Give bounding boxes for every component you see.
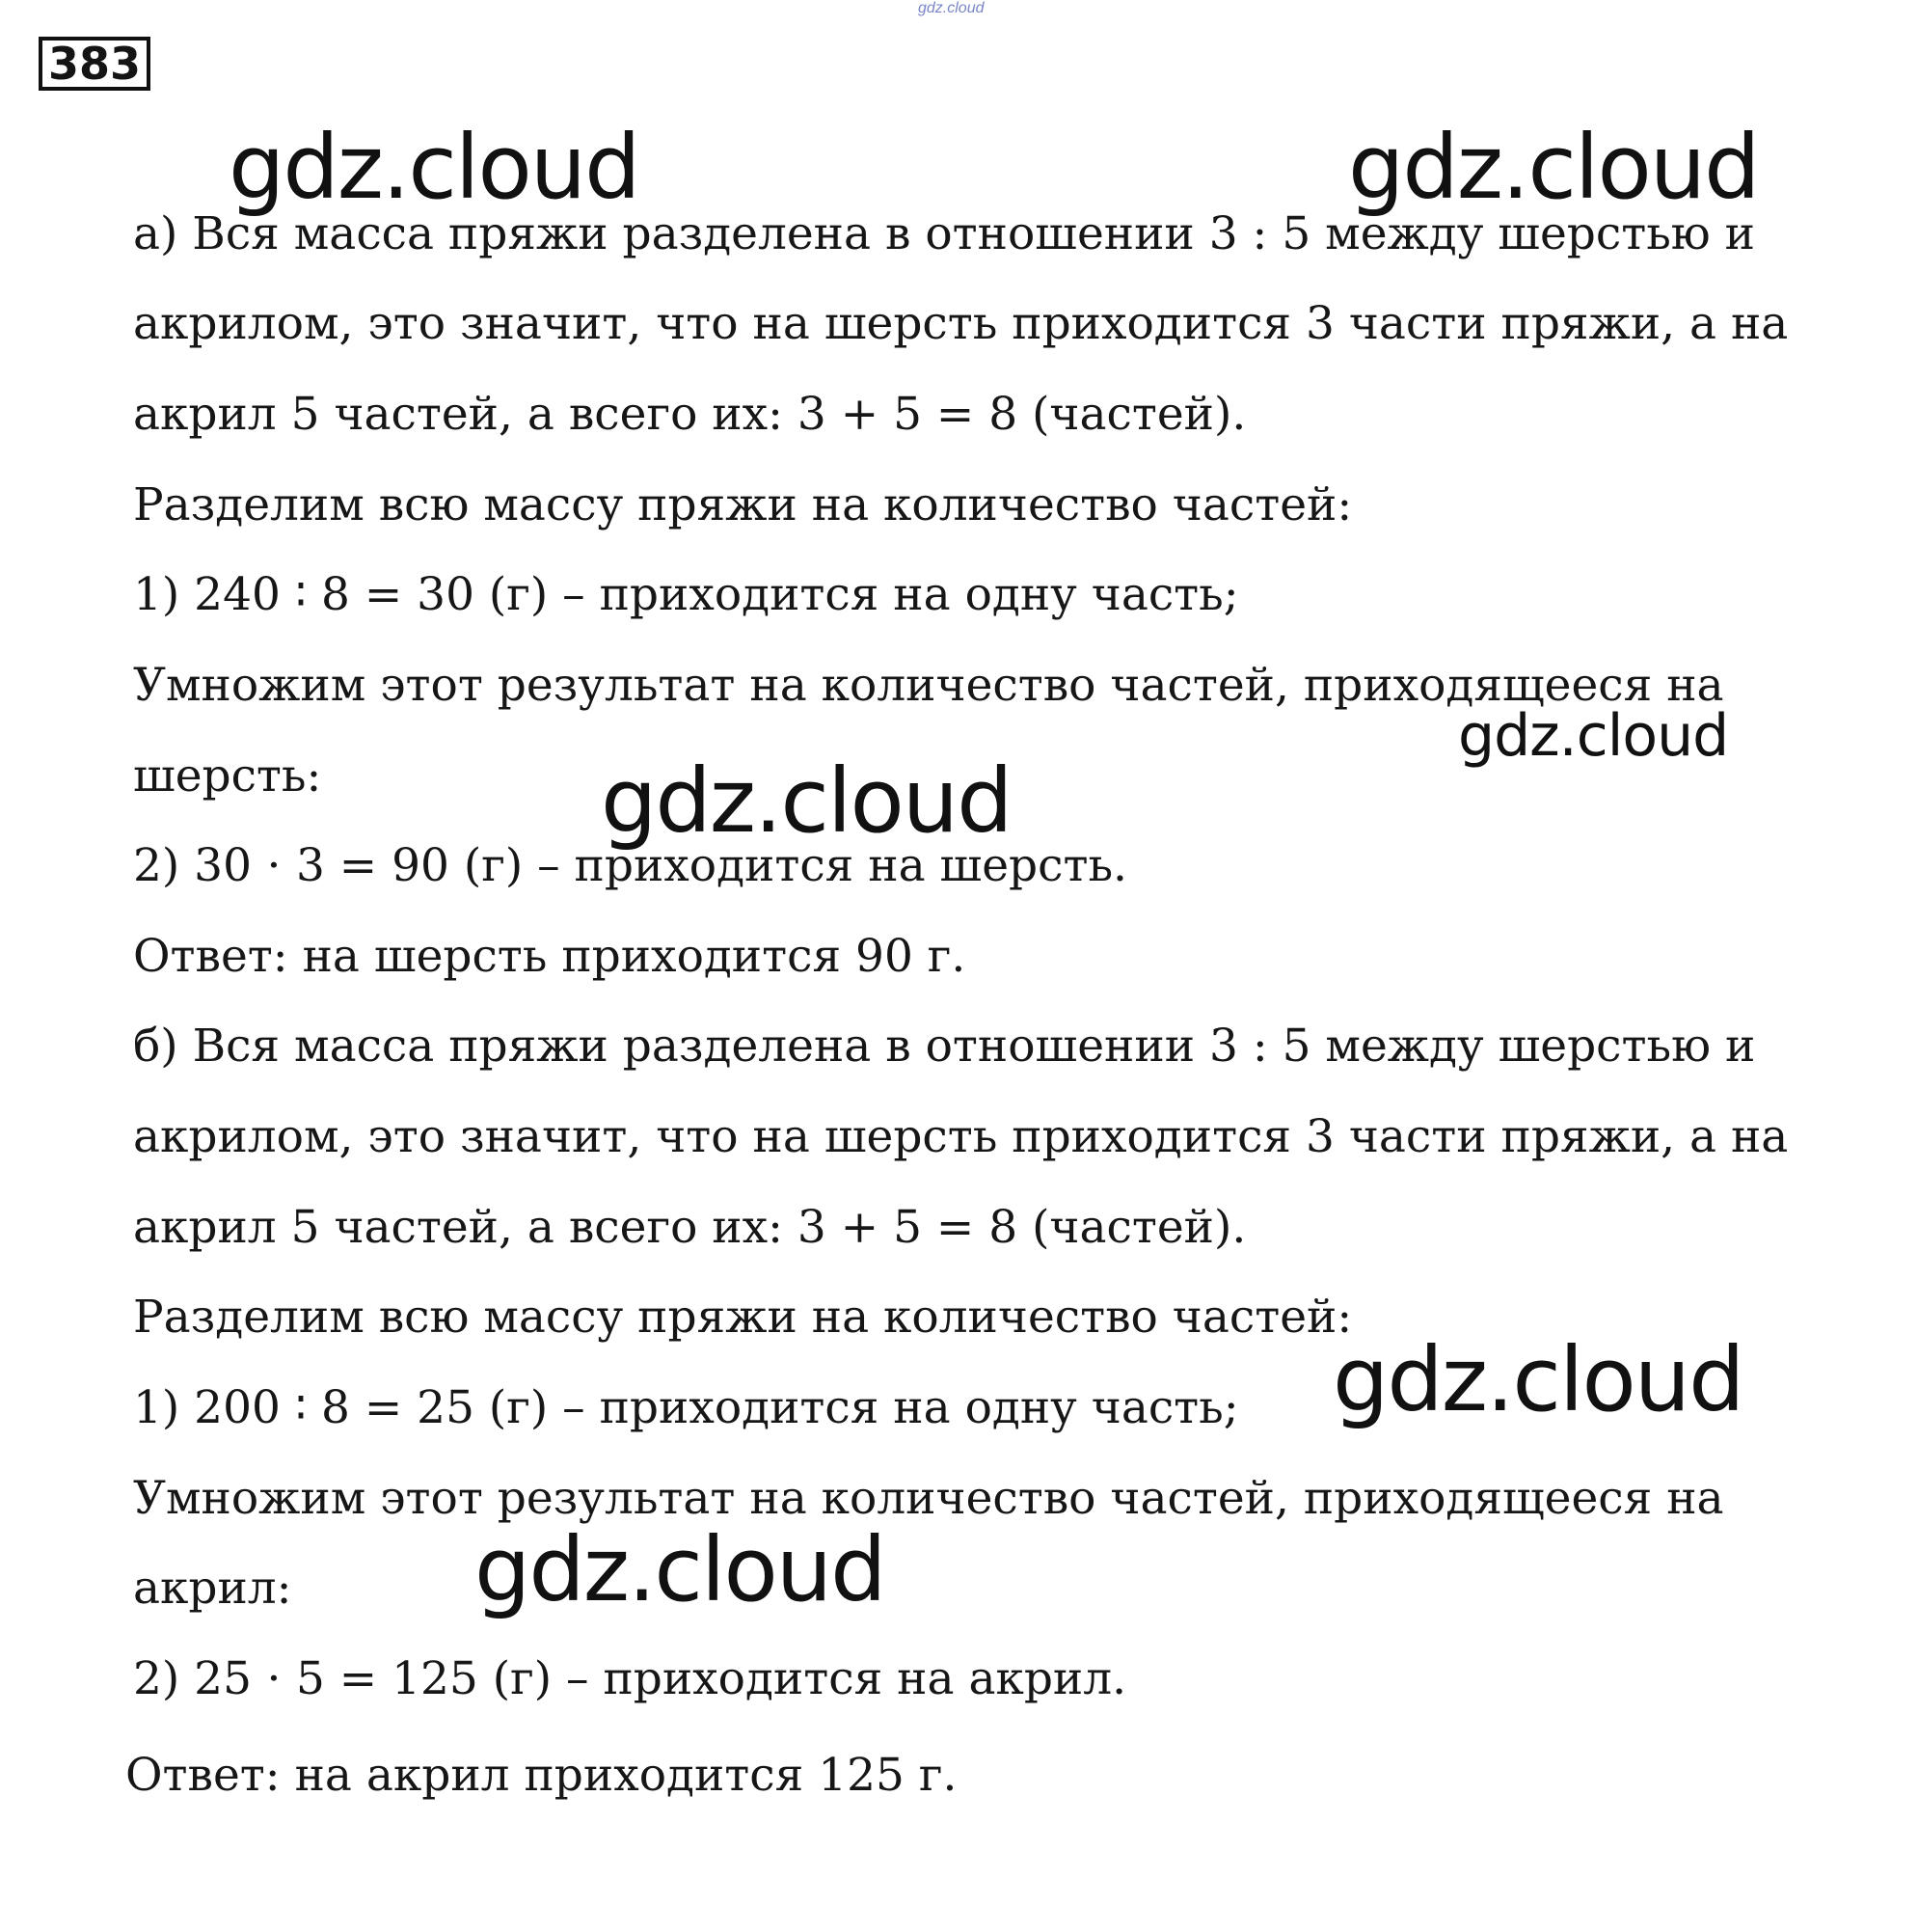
solution-line-17: 2) 25 ⋅ 5 = 125 (г) – приходится на акрил. [133,1652,1127,1705]
solution-line-15: Умножим этот результат на количество частей, приходящееся на [133,1472,1724,1525]
solution-line-6: Умножим этот результат на количество частей, приходящееся на [133,659,1724,712]
solution-line-5: 1) 240 ∶ 8 = 30 (г) – приходится на одну часть; [133,568,1239,621]
watermark-logo: gdz.cloud [601,749,1012,853]
answer-line-a: Ответ: на шерсть приходится 90 г. [133,930,966,983]
solution-line-1: а) Вся масса пряжи разделена в отношении 3 : 5 между шерстью и [133,207,1755,260]
watermark-logo: gdz.cloud [229,116,639,219]
solution-line-2: акрилом, это значит, что на шерсть приходится 3 части пряжи, а на [133,297,1789,350]
watermark-logo: gdz.cloud [1458,702,1729,770]
solution-line-7: шерсть: [133,749,322,803]
watermark-logo: gdz.cloud [1348,116,1759,219]
solution-line-4: Разделим всю массу пряжи на количество частей: [133,478,1353,531]
site-mark: gdz.cloud [918,0,985,16]
answer-line-b: Ответ: на акрил приходится 125 г. [125,1749,958,1802]
task-number-box: 383 [39,37,150,91]
solution-line-3: акрил 5 частей, а всего их: 3 + 5 = 8 (частей). [133,388,1247,441]
solution-line-10: б) Вся масса пряжи разделена в отношении 3 : 5 между шерстью и [133,1020,1756,1073]
solution-line-16: акрил: [133,1562,292,1615]
watermark-logo: gdz.cloud [1333,1328,1743,1431]
solution-line-14: 1) 200 ∶ 8 = 25 (г) – приходится на одну часть; [133,1381,1239,1434]
solution-line-8: 2) 30 ⋅ 3 = 90 (г) – приходится на шерсть. [133,839,1127,892]
solution-line-11: акрилом, это значит, что на шерсть приходится 3 части пряжи, а на [133,1110,1789,1163]
solution-line-12: акрил 5 частей, а всего их: 3 + 5 = 8 (частей). [133,1201,1247,1254]
solution-line-13: Разделим всю массу пряжи на количество частей: [133,1291,1353,1344]
watermark-logo: gdz.cloud [474,1518,885,1621]
